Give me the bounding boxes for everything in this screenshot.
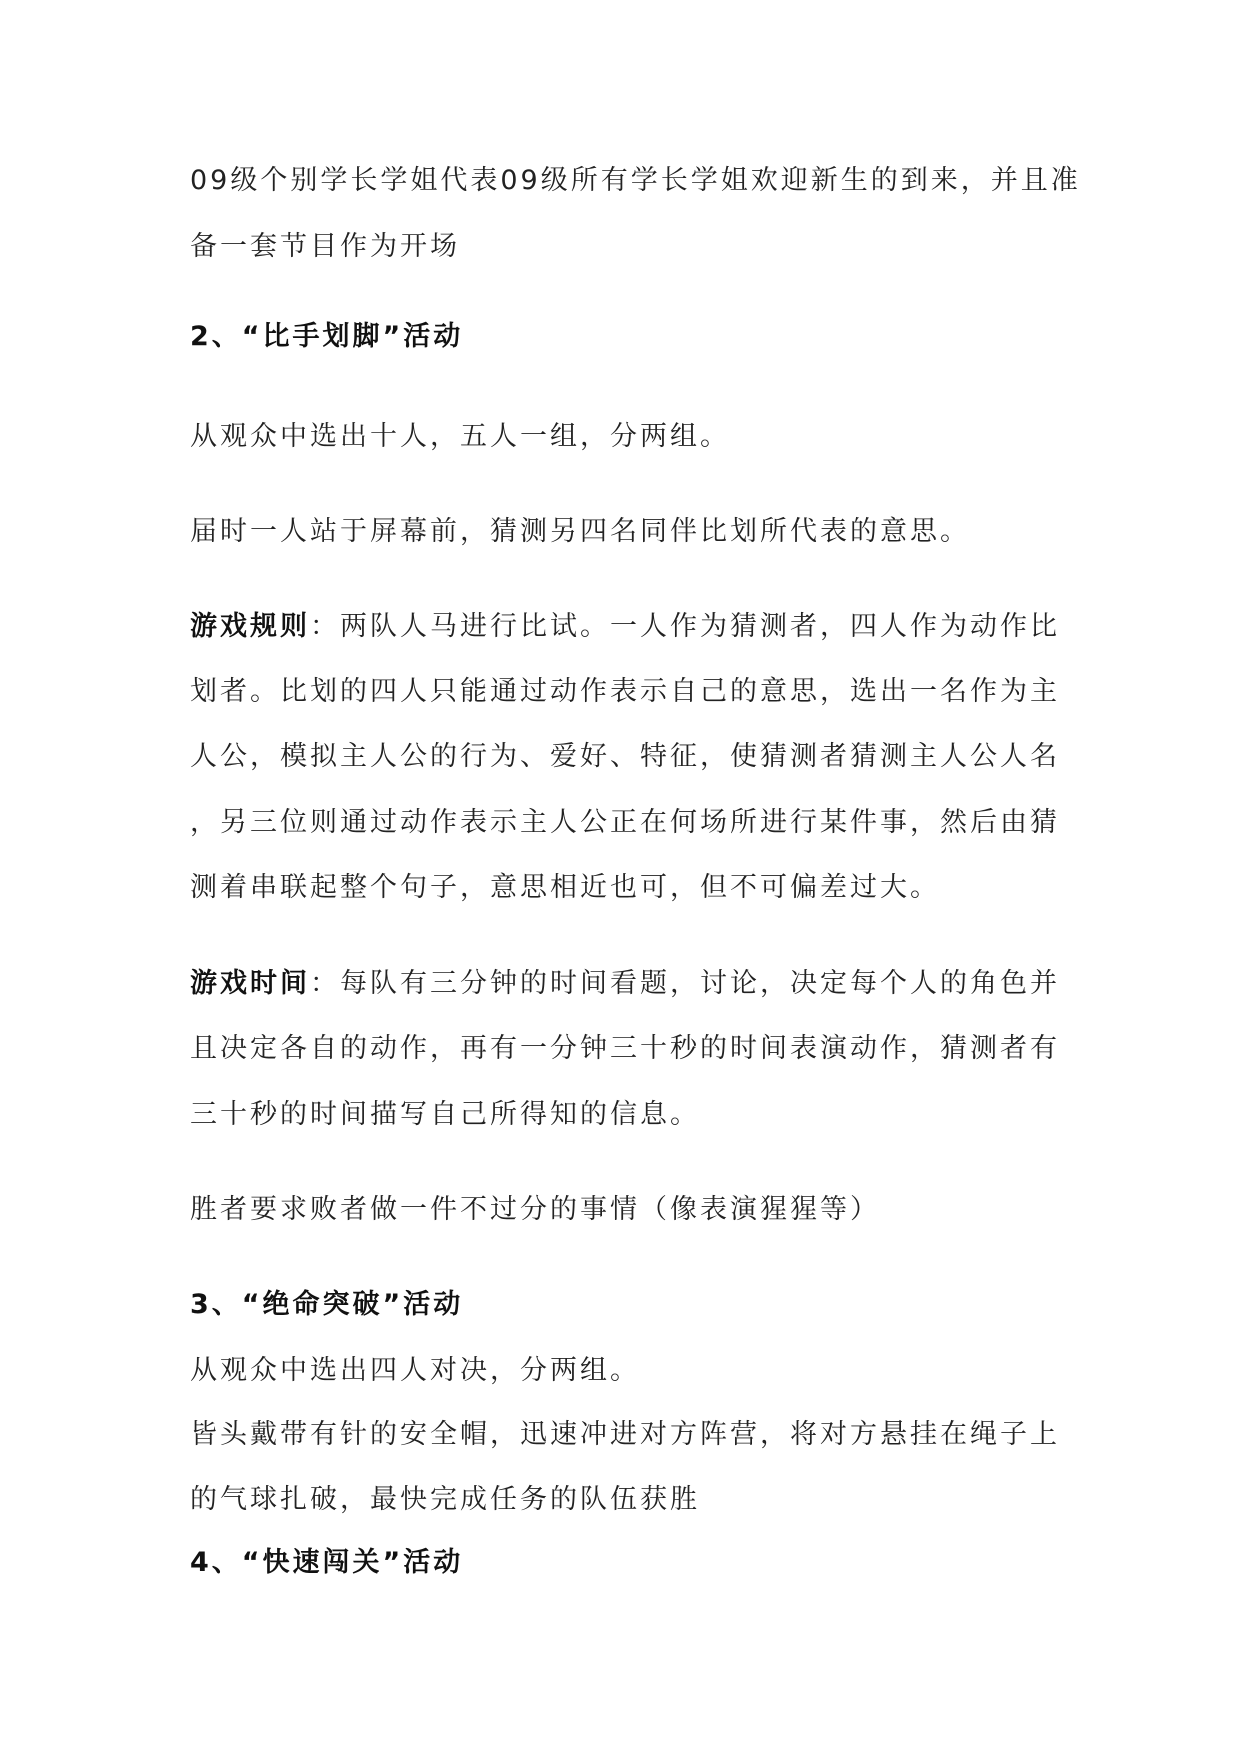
rules-line-3: 人公，模拟主人公的行为、爱好、特征，使猜测者猜测主人公人名 [190, 741, 1060, 772]
rules-label: 游戏规则 [190, 611, 310, 642]
section-3-paragraph-1: 从观众中选出四人对决，分两组。 [190, 1355, 640, 1386]
time-line-3: 三十秒的时间描写自己所得知的信息。 [190, 1099, 700, 1130]
intro-line-1: 09级个别学长学姐代表09级所有学长学姐欢迎新生的到来，并且准 [190, 165, 1081, 196]
section-3-heading: 3、“绝命突破”活动 [190, 1289, 464, 1320]
rules-line-1 [190, 610, 1060, 644]
rules-line-2: 划者。比划的四人只能通过动作表示自己的意思，选出一名作为主 [190, 676, 1060, 707]
rules-text-1: ：两队人马进行比试。一人作为猜测者，四人作为动作比 [310, 611, 1060, 642]
section-2-paragraph-last: 胜者要求败者做一件不过分的事情（像表演猩猩等） [190, 1194, 880, 1225]
section-2-heading: 2、“比手划脚”活动 [190, 321, 464, 352]
intro-line-2: 备一套节目作为开场 [190, 231, 460, 262]
section-3-paragraph-2-line-2: 的气球扎破，最快完成任务的队伍获胜 [190, 1484, 700, 1515]
section-3-paragraph-2-line-1: 皆头戴带有针的安全帽，迅速冲进对方阵营，将对方悬挂在绳子上 [190, 1419, 1060, 1450]
time-text-1: ：每队有三分钟的时间看题，讨论，决定每个人的角色并 [310, 968, 1060, 999]
section-2-paragraph-1: 从观众中选出十人，五人一组，分两组。 [190, 421, 730, 452]
time-label: 游戏时间 [190, 968, 310, 999]
time-line-2: 且决定各自的动作，再有一分钟三十秒的时间表演动作，猜测者有 [190, 1033, 1060, 1064]
section-2-paragraph-2: 届时一人站于屏幕前，猜测另四名同伴比划所代表的意思。 [190, 516, 970, 547]
rules-line-5: 测着串联起整个句子，意思相近也可，但不可偏差过大。 [190, 872, 940, 903]
time-line-1 [190, 967, 1060, 1001]
rules-line-4: ，另三位则通过动作表示主人公正在何场所进行某件事，然后由猜 [190, 807, 1060, 838]
section-4-heading: 4、“快速闯关”活动 [190, 1547, 464, 1578]
